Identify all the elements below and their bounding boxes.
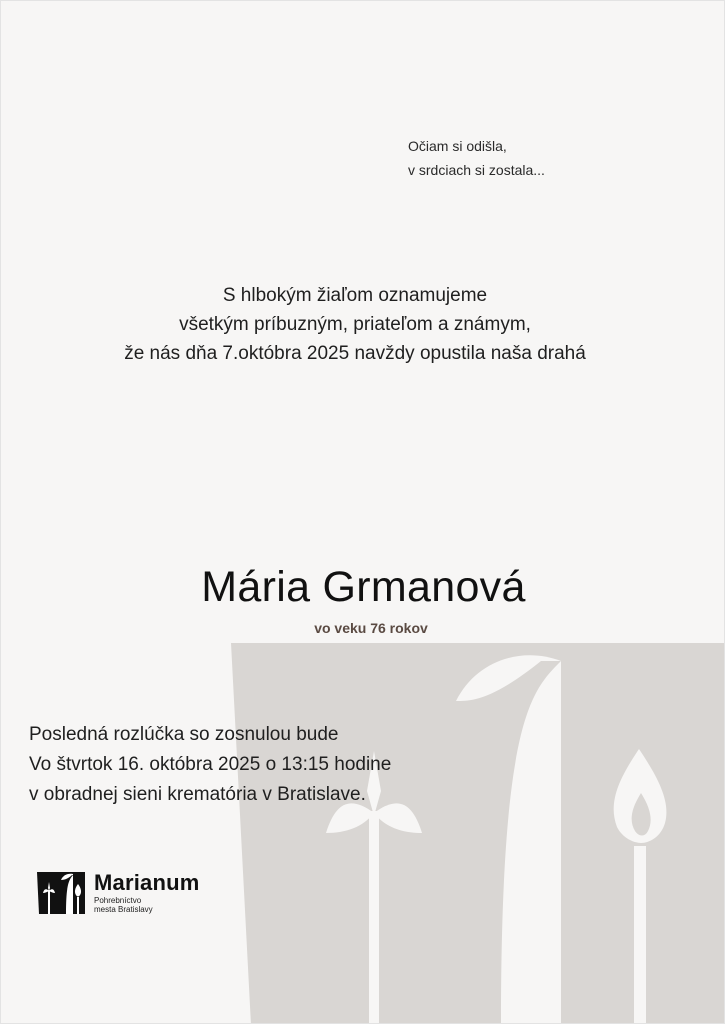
marianum-logo-icon xyxy=(35,870,87,914)
farewell-line-2: Vo štvrtok 16. októbra 2025 o 13:15 hodine xyxy=(29,754,392,775)
motto xyxy=(408,134,545,182)
motto-line-1: Očiam si odišla, xyxy=(408,138,507,154)
announcement xyxy=(1,281,709,368)
motto-line-2: v srdciach si zostala... xyxy=(408,162,545,178)
announcement-line-2: všetkým príbuzným, priateľom a známym, xyxy=(179,314,531,335)
deceased-age: vo veku 76 rokov xyxy=(314,620,428,636)
logo-subtitle-1: Pohrebníctvo xyxy=(94,896,142,905)
farewell-line-1: Posledná rozlúčka so zosnulou bude xyxy=(29,724,339,745)
announcement-line-3: že nás dňa 7.októbra 2025 navždy opustila naša drahá xyxy=(124,343,586,364)
flower-stem xyxy=(369,811,379,1024)
marianum-logo xyxy=(35,870,200,914)
candle-body xyxy=(634,846,646,1024)
deceased-name: Mária Grmanová xyxy=(201,563,526,611)
announcement-line-1: S hlbokým žiaľom oznamujeme xyxy=(222,285,488,306)
farewell-line-3: v obradnej sieni krematória v Bratislave. xyxy=(29,784,366,805)
logo-name: Marianum xyxy=(94,870,200,895)
farewell-info xyxy=(29,720,391,810)
logo-subtitle-2: mesta Bratislavy xyxy=(94,905,153,914)
